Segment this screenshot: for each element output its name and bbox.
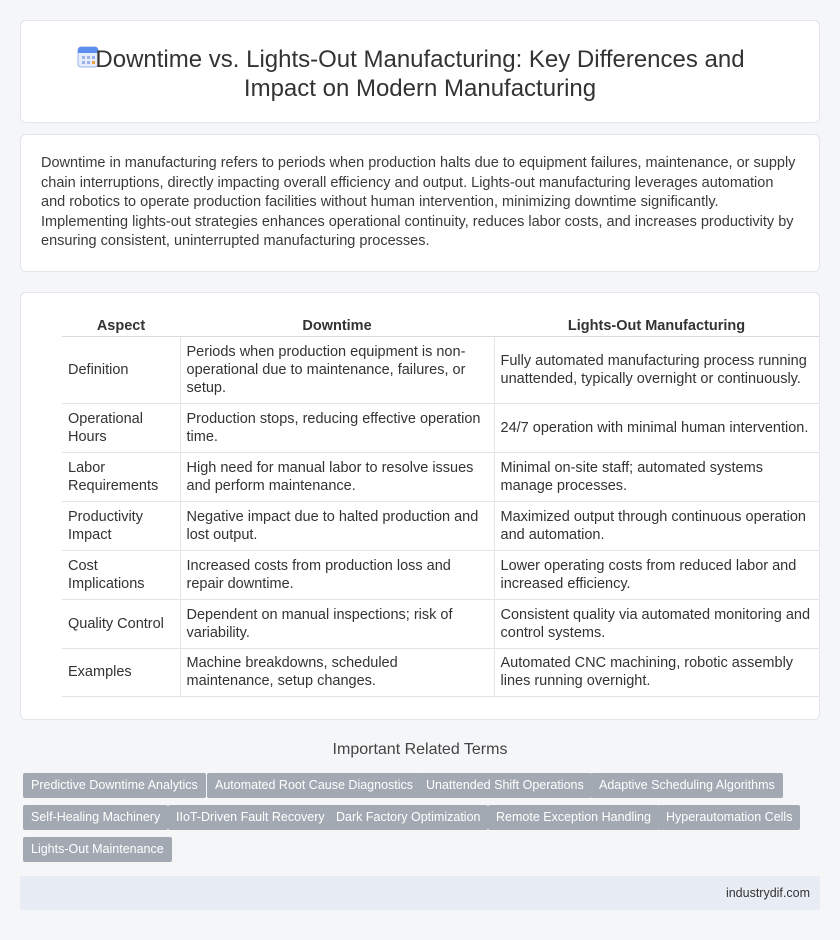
related-term-tag[interactable]: Self-Healing Machinery bbox=[23, 805, 168, 830]
related-term-tag[interactable]: Automated Root Cause Diagnostics bbox=[207, 773, 421, 798]
cell-lights-out: Maximized output through continuous operation and automation. bbox=[494, 501, 819, 550]
related-term-tag[interactable]: Dark Factory Optimization bbox=[328, 805, 488, 830]
footer bbox=[20, 876, 820, 910]
related-term-tag[interactable]: Hyperautomation Cells bbox=[658, 805, 800, 830]
page-title: Downtime vs. Lights-Out Manufacturing: Key Differences and Impact on Modern Manufacturing bbox=[95, 46, 745, 102]
cell-lights-out: Lower operating costs from reduced labor and increased efficiency. bbox=[494, 550, 819, 599]
intro-card bbox=[20, 134, 820, 272]
cell-lights-out: Consistent quality via automated monitoring and control systems. bbox=[494, 599, 819, 648]
header-lights-out: Lights-Out Manufacturing bbox=[494, 317, 819, 336]
comparison-table-card bbox=[20, 292, 820, 720]
cell-downtime: Negative impact due to halted production and lost output. bbox=[180, 501, 494, 550]
cell-downtime: Machine breakdowns, scheduled maintenance, setup changes. bbox=[180, 648, 494, 696]
cell-aspect: Definition bbox=[62, 336, 180, 403]
footer-site-link[interactable]: industrydif.com bbox=[725, 886, 810, 900]
cell-downtime: Production stops, reducing effective operation time. bbox=[180, 403, 494, 452]
cell-downtime: Periods when production equipment is non-operational due to maintenance, failures, or setup. bbox=[180, 336, 494, 403]
header-aspect: Aspect bbox=[62, 317, 180, 336]
cell-aspect: Cost Implications bbox=[62, 550, 180, 599]
table-row bbox=[62, 452, 819, 501]
title-card bbox=[20, 20, 820, 123]
cell-downtime: Increased costs from production loss and repair downtime. bbox=[180, 550, 494, 599]
cell-downtime: Dependent on manual inspections; risk of variability. bbox=[180, 599, 494, 648]
related-term-tag[interactable]: Predictive Downtime Analytics bbox=[23, 773, 206, 798]
table-row bbox=[62, 599, 819, 648]
comparison-table bbox=[62, 317, 819, 697]
intro-paragraph: Downtime in manufacturing refers to periods when production halts due to equipment failures, maintenance, or supply chain interruptions, directly impacting overall efficiency and output. Lights-out manufacturing leverages automation and robotics to operate production facilities without human intervention, minimizing downtime significantly. Implementing lights-out strategies enhances operational continuity, reduces labor costs, and increases productivity by ensuring consistent, uninterrupted manufacturing processes. bbox=[41, 155, 796, 250]
cell-aspect: Labor Requirements bbox=[62, 452, 180, 501]
cell-aspect: Operational Hours bbox=[62, 403, 180, 452]
cell-aspect: Examples bbox=[62, 648, 180, 696]
cell-lights-out: 24/7 operation with minimal human intervention. bbox=[494, 403, 819, 452]
related-terms-heading: Important Related Terms bbox=[332, 741, 508, 758]
table-row bbox=[62, 550, 819, 599]
cell-lights-out: Automated CNC machining, robotic assembly lines running overnight. bbox=[494, 648, 819, 696]
table-row bbox=[62, 403, 819, 452]
related-term-tag[interactable]: Lights-Out Maintenance bbox=[23, 837, 172, 862]
table-row bbox=[62, 501, 819, 550]
cell-aspect: Quality Control bbox=[62, 599, 180, 648]
related-term-tag[interactable]: Adaptive Scheduling Algorithms bbox=[591, 773, 783, 798]
cell-lights-out: Minimal on-site staff; automated systems manage processes. bbox=[494, 452, 819, 501]
related-term-tag[interactable]: Remote Exception Handling bbox=[488, 805, 659, 830]
header-downtime: Downtime bbox=[180, 317, 494, 336]
related-term-tag[interactable]: Unattended Shift Operations bbox=[418, 773, 592, 798]
cell-aspect: Productivity Impact bbox=[62, 501, 180, 550]
cell-downtime: High need for manual labor to resolve issues and perform maintenance. bbox=[180, 452, 494, 501]
table-row bbox=[62, 336, 819, 403]
table-header-row bbox=[62, 317, 819, 336]
related-term-tag[interactable]: IIoT-Driven Fault Recovery bbox=[168, 805, 333, 830]
table-row bbox=[62, 648, 819, 696]
cell-lights-out: Fully automated manufacturing process running unattended, typically overnight or continuously. bbox=[494, 336, 819, 403]
